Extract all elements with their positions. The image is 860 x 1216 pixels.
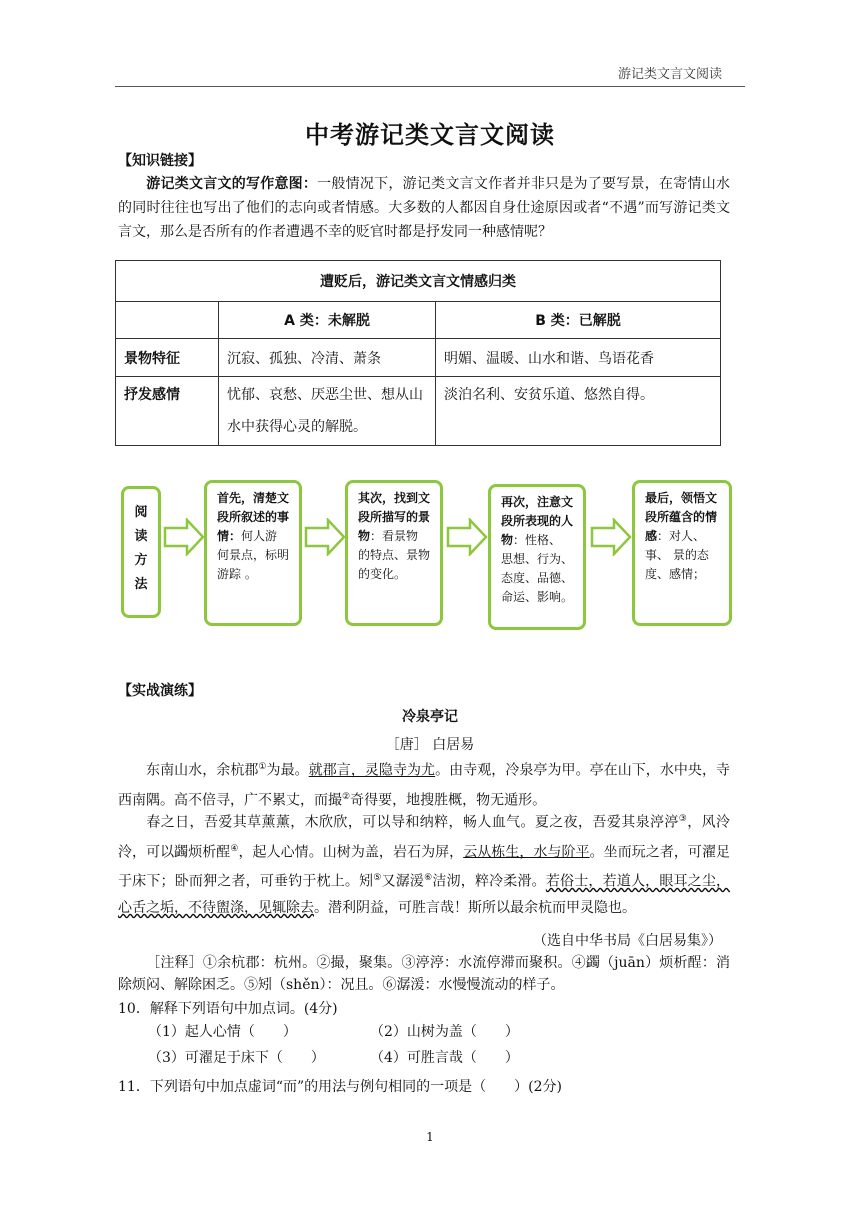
- section-heading-practice: 【实战演练】: [118, 683, 202, 699]
- step-bold: 再次，注意文段所表现的人物: [501, 495, 574, 547]
- question-10-item: （2）山树为盖（ ）: [370, 1024, 519, 1040]
- step-text: ：看景物的特点、景物的变化。: [358, 529, 431, 581]
- question-11-stem: 11．下列语句中加点虚词“而”的用法与例句相同的一项是（ ）(2分): [118, 1079, 562, 1095]
- table-cell: 淡泊名利、安贫乐道、悠然自得。: [436, 377, 721, 446]
- table-caption: 遭贬后，游记类文言文情感归类: [116, 261, 721, 302]
- essay-paragraph-2: 春之日，吾爱其草薰薰，木欣欣，可以导和纳粹，畅人血气。夏之夜，吾爱其泉渟渟③，风泠泠，可以蠲烦析酲④，起人心情。山树为盖，岩石为屏，云从栋生，水与阶平。坐而玩之者，可濯足于床下；卧而狎之者，可垂钓于枕上。矧⑤又潺湲⑥洁沏，粹冷柔滑。若俗士，若道人，眼耳之尘，心舌之垢，不待盥涤，见辄除去。潜利阴益，可胜言哉！斯所以最余杭而甲灵隐也。: [118, 814, 731, 916]
- question-10-item: （1）起人心情（ ）: [148, 1024, 297, 1040]
- emotion-table: [115, 260, 721, 446]
- method-step-box: [345, 480, 443, 626]
- underlined-sentence: 就郡言，灵隐寺为尤: [308, 762, 436, 779]
- intro-bold: 游记类文言文的写作意图：: [146, 176, 318, 192]
- method-label-char: 法: [134, 577, 148, 592]
- method-label-char: 阅: [134, 505, 148, 520]
- step-bold: 首先，清楚文段所叙述的事情：: [217, 491, 290, 543]
- question-10-item: （4）可胜言哉（ ）: [370, 1050, 519, 1066]
- method-label-char: 读: [134, 529, 148, 544]
- step-bold: 其次，找到文段所描写的景物: [358, 491, 431, 543]
- essay-title: 冷泉亭记: [402, 709, 458, 725]
- method-step-box: [632, 480, 732, 626]
- knowledge-paragraph: [118, 172, 730, 244]
- step-text: ：性格、思想、行为、态度、品德、命运、影响。: [501, 533, 574, 604]
- page-number: 1: [426, 1130, 434, 1144]
- question-10-stem: 10．解释下列语句中加点词。(4分): [118, 1001, 338, 1017]
- method-step-box: [488, 484, 586, 630]
- section-heading-knowledge: 【知识链接】: [118, 153, 202, 169]
- table-corner: [116, 302, 219, 339]
- running-header: 游记类文言文阅读: [617, 67, 722, 82]
- intro-text: 一般情况下，游记类文言文作者并非只是为了要写景，在寄情山水的同时往往也写出了他们的志向或者情感。大多数的人都因自身仕途原因或者“不遇”而写游记类文言文，那么是否所有的作者遭遇不幸的贬官时都是抒发同一种感情呢？: [118, 176, 730, 240]
- table-row-label: 抒发感情: [116, 377, 219, 446]
- table-cell: 忧郁、哀愁、厌恶尘世、想从山水中获得心灵的解脱。: [219, 377, 436, 446]
- table-cell: 沉寂、孤独、冷清、萧条: [219, 339, 436, 377]
- flow-arrow-icon: [446, 518, 488, 556]
- flow-arrow-icon: [163, 518, 205, 556]
- underlined-sentence: 云从栋生，水与阶平: [463, 844, 590, 861]
- flow-arrow-icon: [304, 518, 346, 556]
- table-col-a: A 类：未解脱: [219, 302, 436, 339]
- question-10-item: （3）可濯足于床下（ ）: [148, 1050, 325, 1066]
- table-cell: 明媚、温暖、山水和谐、鸟语花香: [436, 339, 721, 377]
- wavy-underlined-sentence: 若俗士，若道人，眼耳之尘，心舌之垢，不待盥涤，见辄除去: [118, 873, 731, 916]
- method-label-char: 方: [134, 553, 148, 568]
- header-rule: [115, 86, 745, 87]
- method-label-box: [121, 486, 161, 618]
- step-bold: 最后，领悟文段所蕴含的情感: [645, 491, 718, 543]
- essay-source: （选自中华书局《白居易集》）: [533, 933, 722, 949]
- essay-author: ［唐］ 白居易: [385, 737, 475, 753]
- step-text: ：对人、事、 景的态度、感情；: [645, 529, 709, 581]
- table-col-b: B 类：已解脱: [436, 302, 721, 339]
- page-title: 中考游记类文言文阅读: [305, 121, 555, 149]
- flow-arrow-icon: [590, 518, 632, 556]
- step-text: 何人游何景点，标明游踪 。: [217, 529, 290, 581]
- essay-notes: ［注释］①余杭郡：杭州。②撮，聚集。③渟渟：水流停滞而聚积。④蠲（juān）烦析酲：消除烦闷、解除困乏。⑤矧（shěn）：况且。⑥潺湲：水慢慢流动的样子。: [118, 955, 730, 993]
- table-row-label: 景物特征: [116, 339, 219, 377]
- method-step-box: [204, 480, 302, 626]
- essay-paragraph-1: 东南山水，余杭郡①为最。就郡言，灵隐寺为尤。由寺观，冷泉亭为甲。亭在山下，水中央，寺西南隅。高不倍寻，广不累丈，而撮②奇得要，地搜胜概，物无遁形。: [118, 762, 731, 809]
